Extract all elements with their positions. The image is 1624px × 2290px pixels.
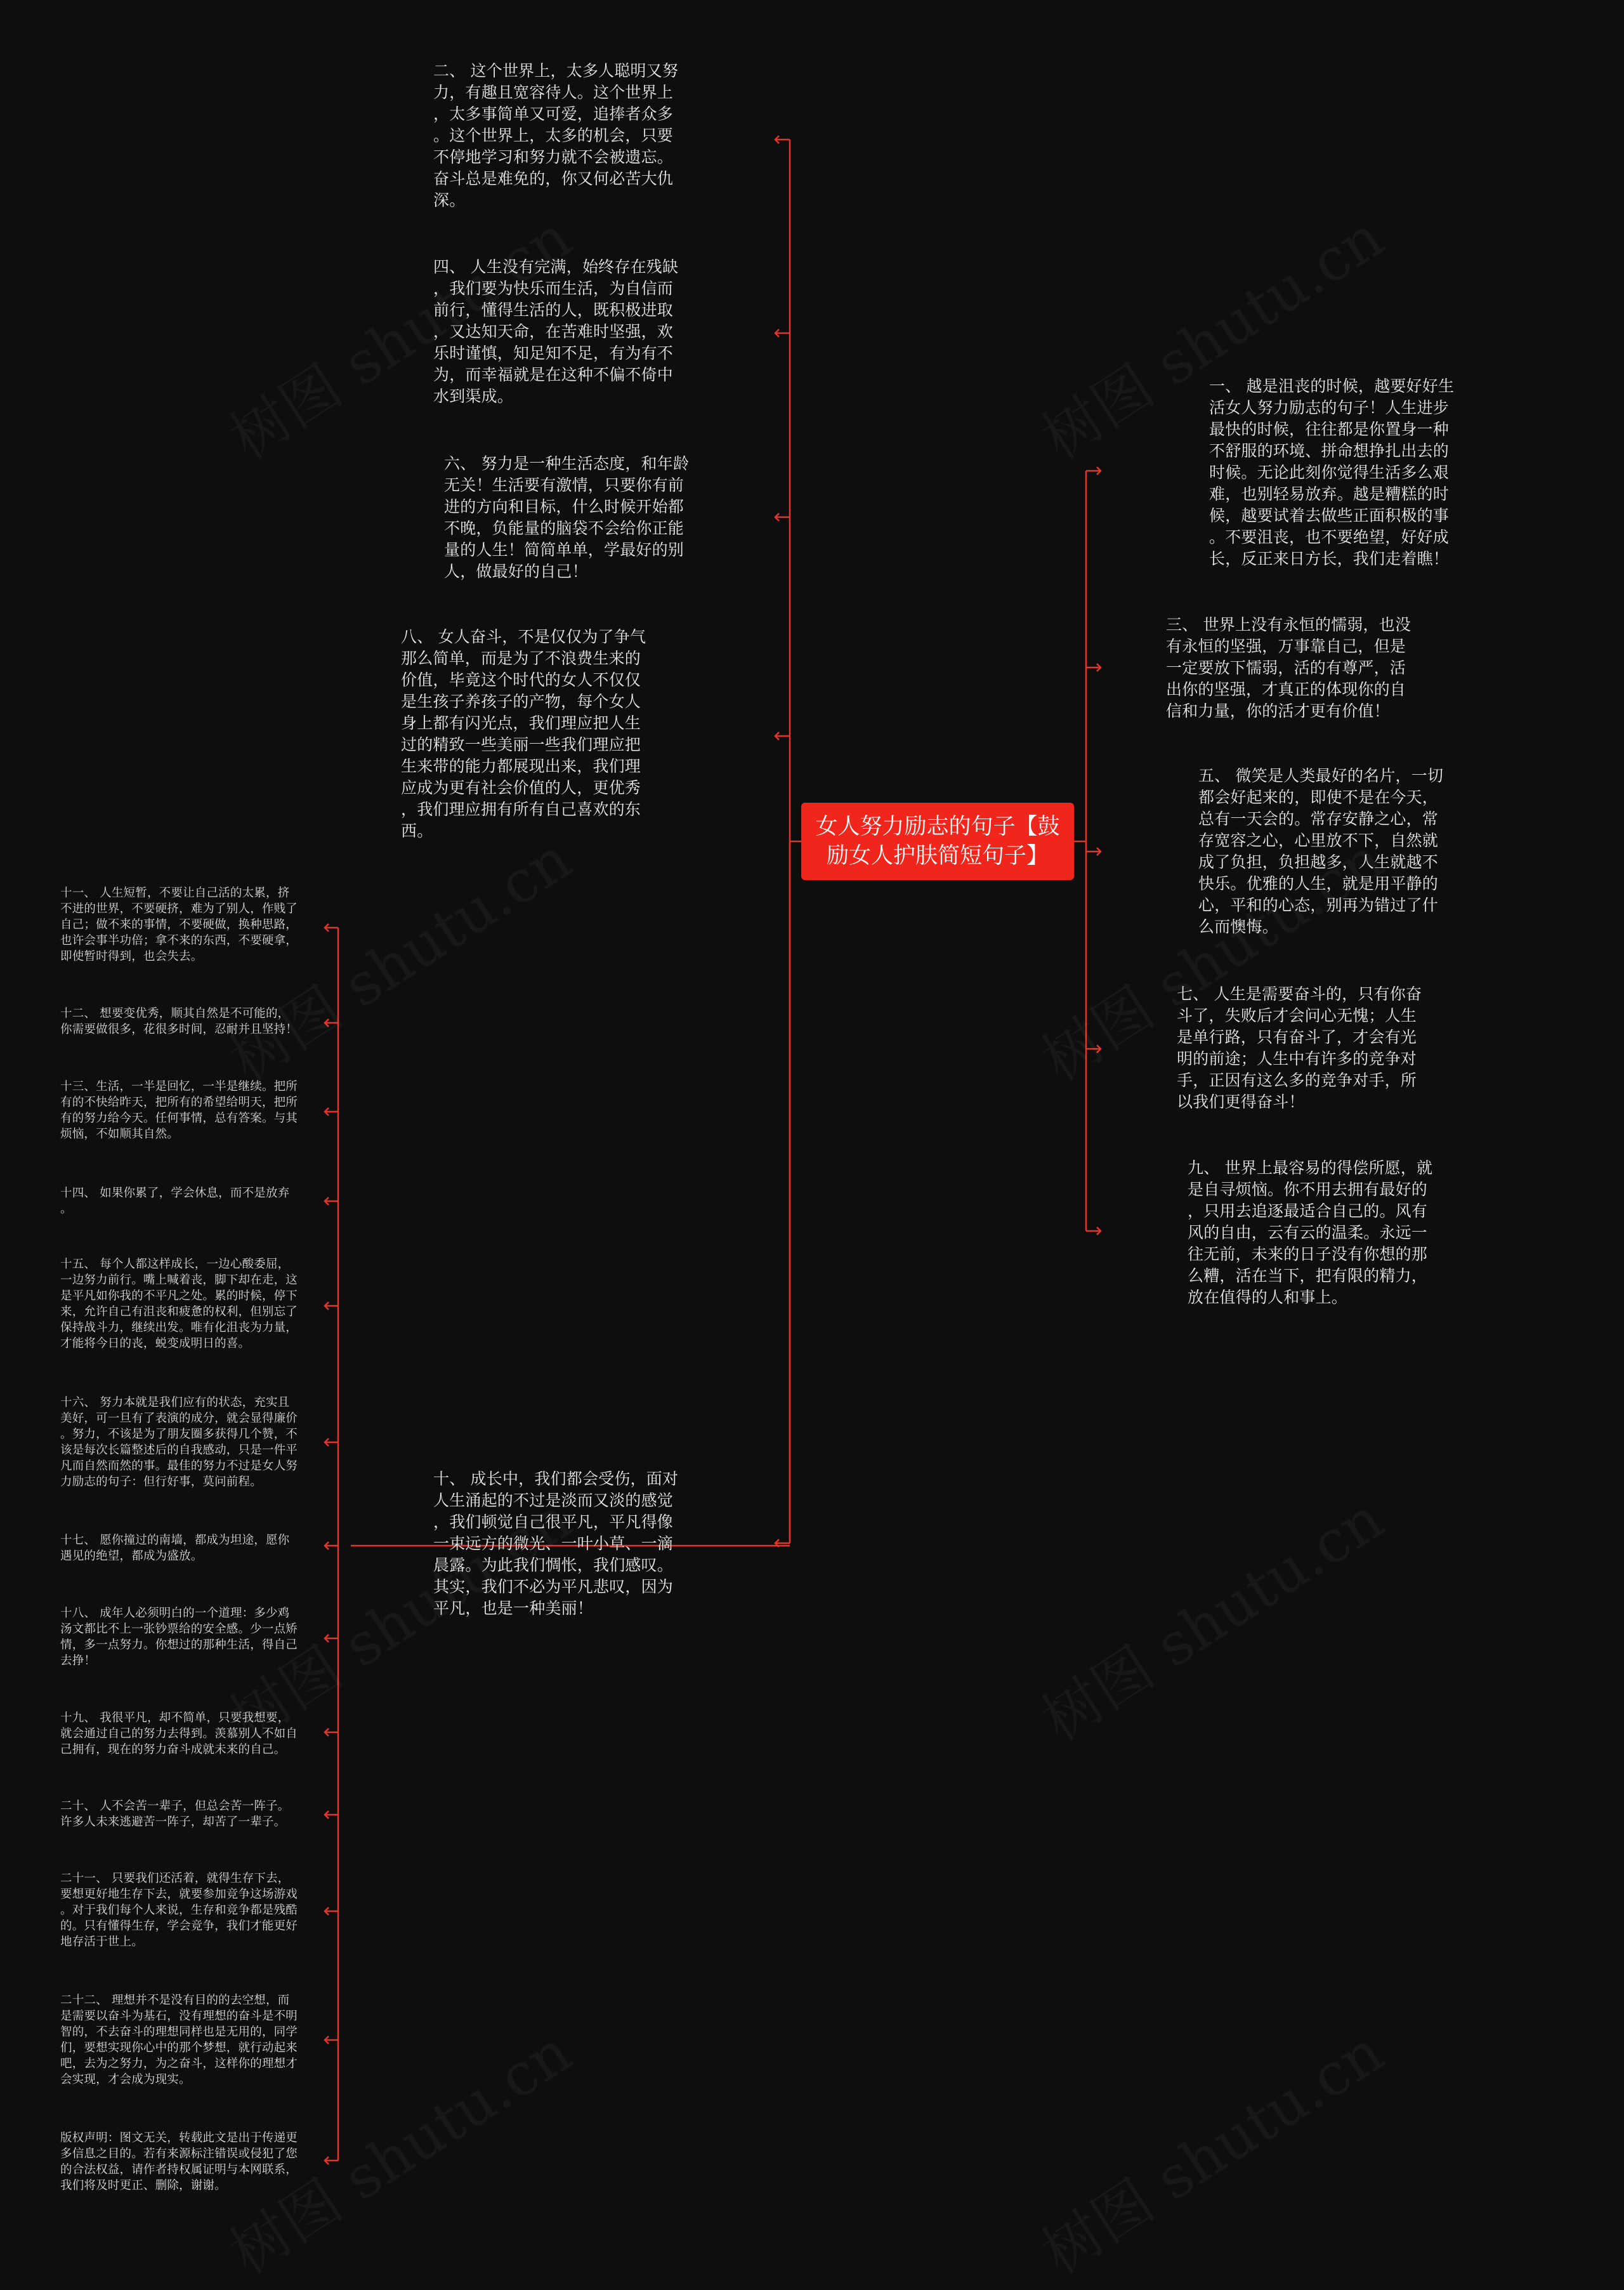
branch-node-6[interactable]: 六、 努力是一种生活态度，和年龄 无关！生活要有激情，只要你有前 进的方向和目标，什么时候开始都 不晚，负能量的脑袋不会给你正能 量的人生！简简单单，学最好的别 人，做最好的自己！ — [444, 454, 690, 581]
sub-node-16[interactable]: 十六、 努力本就是我们应有的状态，充实且 美好，可一旦有了表演的成分，就会显得廉价 。努力，不该是为了朋友圈多获得几个赞，不 该是每次长篇整述后的自我感动，只是一件平 凡而自然而然的事。最佳的努力不过是女人努 力励志的句子：但行好事，莫问前程。 — [60, 1396, 298, 1489]
sub-node-20[interactable]: 二十、 人不会苦一辈子，但总会苦一阵子。 许多人未来逃避苦一阵子，却苦了一辈子。 — [60, 1800, 290, 1829]
sub-node-14[interactable]: 十四、 如果你累了，学会休息，而不是放弃 。 — [60, 1187, 290, 1216]
sub-node-19[interactable]: 十九、 我很平凡，却不简单，只要我想要， 就会通过自己的努力去得到。羡慕别人不如自 己拥有，现在的努力奋斗成就未来的自己。 — [60, 1711, 298, 1756]
branch-node-1[interactable]: 一、 越是沮丧的时候，越要好好生 活女人努力励志的句子！人生进步 最快的时候，往往都是你置身一种 不舒服的环境、拼命想挣扎出去的 时候。无论此刻你觉得生活多么艰 难，也别轻易放弃。越是糟糕的时 候，越要试着去做些正面积极的事 。不要沮丧，也不要绝望，好好成 长，反正来日方长，我们走着瞧！ — [1209, 377, 1455, 568]
sub-node-15[interactable]: 十五、 每个人都这样成长，一边心酸委屈， 一边努力前行。嘴上喊着丧，脚下却在走，这 是平凡如你我的不平凡之处。累的时候，停下 来，允许自己有沮丧和疲惫的权利，但别忘了 保持战斗力，继续出发。唯有化沮丧为力量， 才能将今日的丧，蜕变成明日的喜。 — [60, 1258, 298, 1350]
branch-node-5[interactable]: 五、 微笑是人类最好的名片，一切 都会好起来的，即使不是在今天， 总有一天会的。常存安静之心，常 存宽容之心，心里放不下，自然就 成了负担，负担越多，人生就越不 快乐。优雅的人生，就是用平静的 心，平和的心态，别再为错过了什 么而懊悔。 — [1198, 767, 1444, 936]
sub-node-17[interactable]: 十七、 愿你撞过的南墙，都成为坦途，愿你 遇见的绝望，都成为盛放。 — [60, 1534, 290, 1563]
branch-node-9[interactable]: 九、 世界上最容易的得偿所愿，就 是自寻烦恼。你不用去拥有最好的 ，只用去追逐最适合自己的。风有 风的自由，云有云的温柔。永远一 往无前，未来的日子没有你想的那 么糟，活在当下，把有限的精力， 放在值得的人和事上。 — [1188, 1159, 1433, 1306]
branch-node-4[interactable]: 四、 人生没有完满，始终存在残缺 ，我们要为快乐而生活，为自信而 前行，懂得生活的人，既积极进取 ，又达知天命，在苦难时坚强，欢 乐时谨慎，知足知不足，有为有不 为，而幸福就是在这种不偏不倚中 水到渠成。 — [433, 258, 679, 405]
sub-node-21[interactable]: 二十一、 只要我们还活着，就得生存下去， 要想更好地生存下去，就要参加竞争这场游戏 。对于我们每个人来说，生存和竞争都是残酷 的。只有懂得生存，学会竞争，我们才能更好 地存活于世上。 — [60, 1872, 298, 1949]
sub-node-13[interactable]: 十三、生活，一半是回忆，一半是继续。把所 有的不快给昨天，把所有的希望给明天，把所 有的努力给今天。任何事情，总有答案。与其 烦恼，不如顺其自然。 — [60, 1080, 298, 1141]
branch-node-3[interactable]: 三、 世界上没有永恒的懦弱，也没 有永恒的坚强，万事靠自己，但是 一定要放下懦弱，活的有尊严，活 出你的坚强，才真正的体现你的自 信和力量，你的活才更有价值！ — [1166, 615, 1411, 720]
sub-node-11[interactable]: 十一、 人生短暂，不要让自己活的太累，挤 不进的世界，不要硬挤，难为了别人，作贱了 自己；做不来的事情，不要硬做，换种思路， 也许会事半功倍；拿不来的东西，不要硬拿， 即使暂时得到，也会失去。 — [60, 886, 298, 963]
branch-node-10[interactable]: 十、 成长中，我们都会受伤，面对 人生涌起的不过是淡而又淡的感觉 ，我们顿觉自己很平凡，平凡得像 一束远方的微光、一叶小草、一滴 晨露。为此我们惆怅，我们感叹。 其实，我们不必为平凡悲叹，因为 平凡，也是一种美丽！ — [433, 1470, 679, 1617]
branch-node-7[interactable]: 七、 人生是需要奋斗的，只有你奋 斗了，失败后才会问心无愧；人生 是单行路，只有奋斗了，才会有光 明的前途；人生中有许多的竞争对 手，正因有这么多的竞争对手，所 以我们更得奋斗！ — [1177, 985, 1422, 1111]
sub-node-22[interactable]: 二十二、 理想并不是没有目的的去空想，而 是需要以奋斗为基石，没有理想的奋斗是不明 智的，不去奋斗的理想同样也是无用的，同学 们，要想实现你心中的那个梦想，就行动起来 吧，去为之努力，为之奋斗，这样你的理想才 会实现，才会成为现实。 — [60, 1994, 298, 2086]
branch-node-8[interactable]: 八、 女人奋斗，不是仅仅为了争气 那么简单，而是为了不浪费生来的 价值，毕竟这个时代的女人不仅仅 是生孩子养孩子的产物，每个女人 身上都有闪光点，我们理应把人生 过的精致一些美丽一些我们理应把 生来带的能力都展现出来，我们理 应成为更有社会价值的人，更优秀 ，我们理应拥有所有自己喜欢的东 西。 — [401, 628, 646, 840]
sub-node-18[interactable]: 十八、 成年人必须明白的一个道理：多少鸡 汤文都比不上一张钞票给的安全感。少一点矫 情，多一点努力。你想过的那种生活，得自己 去挣！ — [60, 1607, 298, 1668]
branch-node-2[interactable]: 二、 这个世界上，太多人聪明又努 力，有趣且宽容待人。这个世界上 ，太多事简单又可爱，追捧者众多 。这个世界上，太多的机会，只要 不停地学习和努力就不会被遗忘。 奋斗总是难免的，你又何必苦大仇 深。 — [433, 62, 679, 209]
root-node[interactable]: 女人努力励志的句子【鼓 励女人护肤简短句子】 — [801, 803, 1074, 880]
sub-node-12[interactable]: 十二、 想要变优秀，顺其自然是不可能的， 你需要做很多，花很多时间，忍耐并且坚持！ — [60, 1007, 298, 1036]
sub-node-copyright[interactable]: 版权声明：图文无关，转载此文是出于传递更 多信息之目的。若有来源标注错误或侵犯了您 的合法权益，请作者持权属证明与本网联系， 我们将及时更正、删除，谢谢。 — [60, 2131, 298, 2192]
